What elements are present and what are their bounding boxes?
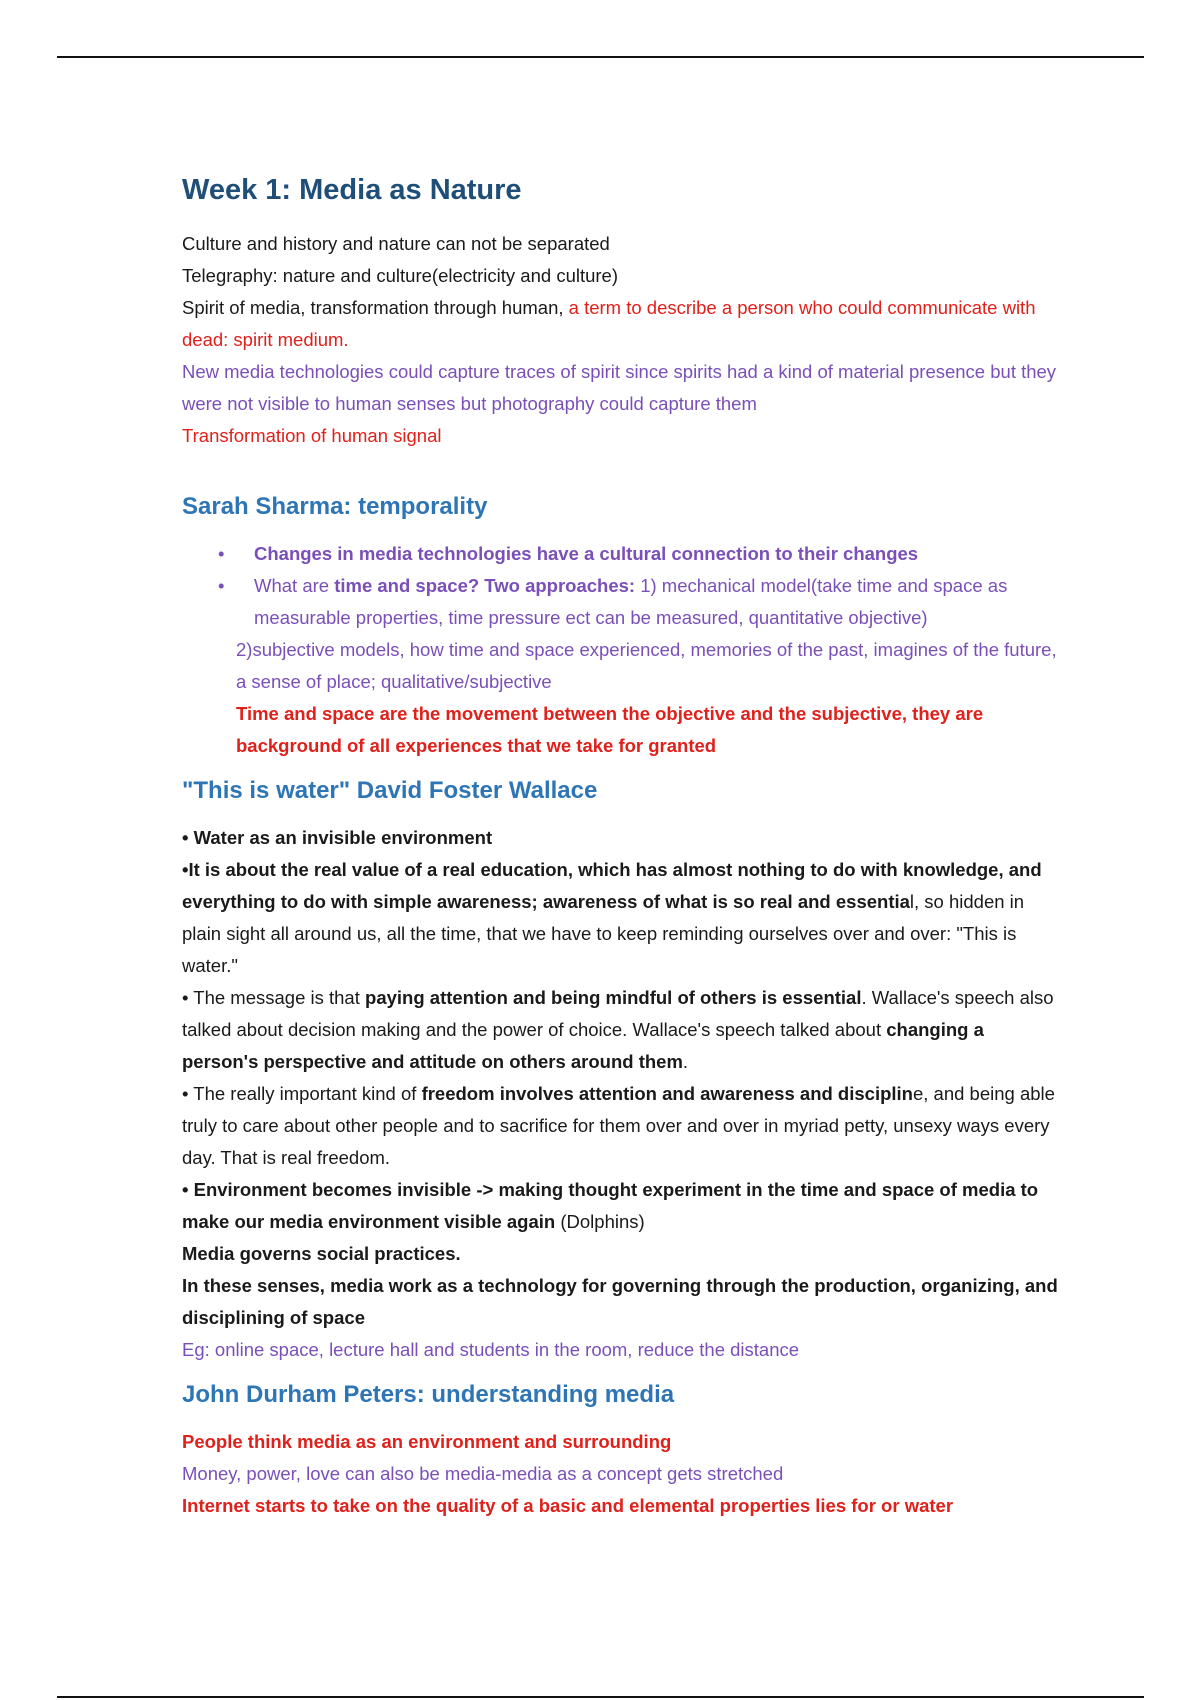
intro-line-2: Telegraphy: nature and culture(electricity and culture) (182, 265, 619, 286)
document-page (182, 170, 1062, 1522)
wallace-bullet-3c: . Wallace's speech also talked about decision making and the power of choice. Wallace's speech talked about (182, 987, 1054, 1040)
sharma-bullet-2a: What are (254, 575, 335, 596)
section-heading-peters: John Durham Peters: understanding media (182, 1381, 675, 1408)
sharma-subjective: 2)subjective models, how time and space experienced, memories of the past, imagines of the future, a sense of place; qualitative/subjective (236, 639, 1057, 692)
intro-line-5: Transformation of human signal (182, 425, 442, 446)
wallace-governing: In these senses, media work as a technology for governing through the production, organizing, and disciplining of space (182, 1275, 1058, 1328)
wallace-media-governs: Media governs social practices. (182, 1243, 461, 1264)
intro-line-4: New media technologies could capture traces of spirit since spirits had a kind of material presence but they were not visible to human senses but photography could capture them (182, 361, 1057, 414)
wallace-bullet-2b: l, so hidden in plain sight all around us, all the time, that we have to keep reminding ourselves over and over: "This is water." (182, 891, 1025, 976)
wallace-bullet-4c: e, and being able truly to care about other people and to sacrifice for them over and over in myriad petty, unsexy ways every day. That is real freedom. (182, 1083, 1055, 1168)
wallace-example: Eg: online space, lecture hall and students in the room, reduce the distance (182, 1339, 800, 1360)
intro-line-3 (182, 292, 1062, 356)
wallace-bullet-1: • Water as an invisible environment (182, 827, 493, 848)
intro-line-3a: Spirit of media, transformation through human, (182, 297, 569, 318)
list-item (182, 570, 1062, 634)
wallace-bullet-3 (182, 982, 1062, 1078)
list-item (182, 538, 1062, 570)
sharma-bullet-2b: time and space? Two approaches: (334, 575, 636, 596)
intro-line-3b: a term to describe a person who could communicate with dead: spirit medium. (182, 297, 1036, 350)
peters-line-1: People think media as an environment and surrounding (182, 1431, 672, 1452)
section-heading-sharma: Sarah Sharma: temporality (182, 493, 488, 520)
sharma-bullets (182, 538, 1062, 634)
sharma-bullet-1: Changes in media technologies have a cultural connection to their changes (254, 543, 919, 564)
wallace-bullet-4 (182, 1078, 1062, 1174)
bullet-dot-icon: • (218, 575, 225, 596)
wallace-bullet-3d: changing a person's perspective and attitude on others around them (182, 1019, 984, 1072)
section-heading-wallace: "This is water" David Foster Wallace (182, 777, 598, 804)
wallace-bullet-5b: (Dolphins) (555, 1211, 645, 1232)
sharma-bullet-2c: 1) mechanical model(take time and space as measurable properties, time pressure ect can be measured, quantitative objective) (254, 575, 1008, 628)
bottom-rule (57, 1696, 1144, 1698)
peters-line-3: Internet starts to take on the quality of a basic and elemental properties lies for or water (182, 1495, 954, 1516)
wallace-bullet-2a: •It is about the real value of a real education, which has almost nothing to do with knowledge, and everything to do with simple awareness; awareness of what is so real and essentia (182, 859, 1042, 912)
wallace-bullet-3a: • The message is that (182, 987, 366, 1008)
wallace-bullet-5a: • Environment becomes invisible -> making thought experiment in the time and space of media to make our media environment visible again (182, 1179, 1039, 1232)
intro-line-1: Culture and history and nature can not be separated (182, 233, 610, 254)
page-title: Week 1: Media as Nature (182, 174, 522, 206)
wallace-bullet-5 (182, 1174, 1062, 1238)
wallace-bullet-4a: • The really important kind of (182, 1083, 422, 1104)
top-rule (57, 56, 1144, 58)
wallace-bullet-3e: . (682, 1051, 689, 1072)
sharma-conclusion: Time and space are the movement between the objective and the subjective, they are background of all experiences that we take for granted (236, 703, 984, 756)
wallace-bullet-2 (182, 854, 1062, 982)
bullet-dot-icon: • (218, 543, 225, 564)
wallace-bullet-4b: freedom involves attention and awareness and disciplin (421, 1083, 913, 1104)
peters-line-2: Money, power, love can also be media-media as a concept gets stretched (182, 1463, 784, 1484)
wallace-bullet-3b: paying attention and being mindful of others is essential (365, 987, 862, 1008)
